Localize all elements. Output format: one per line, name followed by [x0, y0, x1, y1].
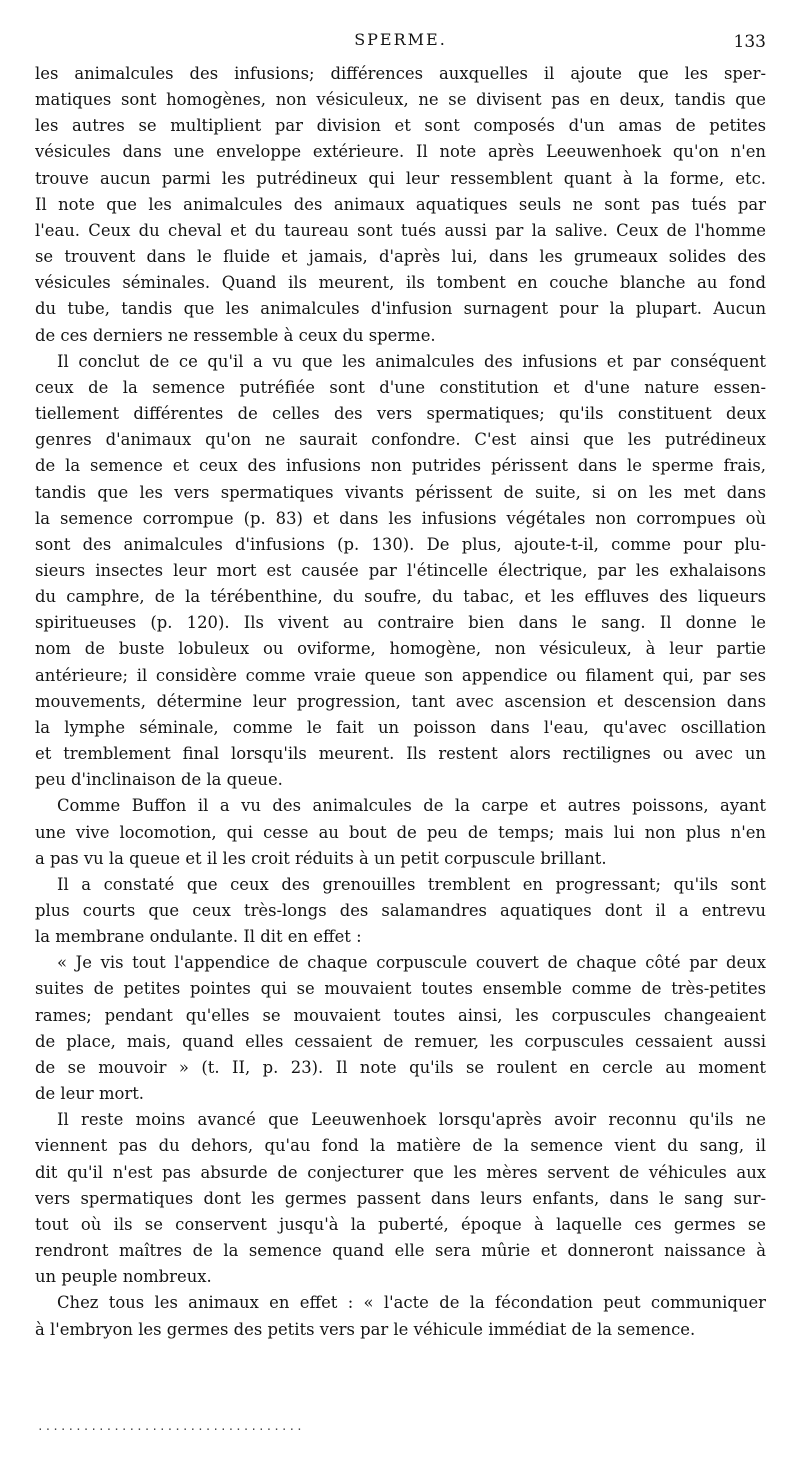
text-line: suites de petites pointes qui se mouvaient toutes ensemble comme de très-petites — [35, 979, 766, 999]
text-line: l'eau. Ceux du cheval et du taureau sont tués aussi par la salive. Ceux de l'homme — [35, 220, 766, 240]
text-line: se trouvent dans le fluide et jamais, d'après lui, dans les grumeaux solides des — [35, 247, 766, 267]
text-line: du tube, tandis que les animalcules d'infusion surnagent pour la plupart. Aucun — [35, 299, 766, 319]
text-line: sont des animalcules d'infusions (p. 130). De plus, ajoute-t-il, comme pour plu- — [35, 534, 766, 554]
text-line: matiques sont homogènes, non vésiculeux, ne se divisent pas en deux, tandis que — [35, 90, 766, 110]
text-line: les autres se multiplient par division et sont composés d'un amas de petites — [35, 116, 766, 136]
body-text — [35, 61, 766, 1343]
text-line: à l'embryon les germes des petits vers par le véhicule immédiat de la semence. — [35, 1319, 696, 1339]
text-line: vésicules séminales. Quand ils meurent, ils tombent en couche blanche au fond — [35, 273, 766, 293]
text-line: a pas vu la queue et il les croit réduits à un petit corpuscule brillant. — [35, 848, 607, 868]
text-line: plus courts que ceux très-longs des salamandres aquatiques dont il a entrevu — [35, 901, 766, 920]
text-line: Il a constaté que ceux des grenouilles tremblent en progressant; qu'ils sont — [57, 874, 766, 894]
text-line: Chez tous les animaux en effet : « l'acte de la fécondation peut communiquer — [57, 1293, 766, 1313]
paragraph — [35, 1107, 766, 1290]
text-line: la membrane ondulante. Il dit en effet : — [35, 927, 362, 947]
paragraph — [35, 872, 766, 950]
text-line: la semence corrompue (p. 83) et dans les infusions végétales non corrompues où — [35, 508, 766, 528]
text-line: Il reste moins avancé que Leeuwenhoek lorsqu'après avoir reconnu qu'ils ne — [57, 1110, 766, 1130]
paragraph — [35, 793, 766, 871]
paragraph — [35, 1290, 766, 1342]
text-line: rendront maîtres de la semence quand elle sera mûrie et donneront naissance à — [35, 1241, 766, 1261]
text-line: « Je vis tout l'appendice de chaque corpuscule couvert de chaque côté par deux — [57, 953, 766, 973]
footer-dotted-rule: ................................... — [37, 1420, 304, 1433]
page-number: 133 — [733, 32, 766, 52]
text-line: dit qu'il n'est pas absurde de conjecturer que les mères servent de véhicules aux — [35, 1162, 766, 1182]
text-line: de se mouvoir » (t. II, p. 23). Il note qu'ils se roulent en cercle au moment — [35, 1057, 766, 1077]
text-line: de ces derniers ne ressemble à ceux du sperme. — [35, 325, 436, 345]
text-line: de place, mais, quand elles cessaient de remuer, les corpuscules cessaient aussi — [35, 1031, 766, 1051]
page-header — [35, 30, 766, 54]
text-line: sieurs insectes leur mort est causée par l'étincelle électrique, par les exhalaisons — [35, 560, 766, 580]
text-line: trouve aucun parmi les putrédineux qui leur ressemblent quant à la forme, etc. — [35, 168, 766, 188]
text-line: tout où ils se conservent jusqu'à la puberté, époque à laquelle ces germes se — [35, 1214, 766, 1234]
text-line: rames; pendant qu'elles se mouvaient toutes ainsi, les corpuscules changeaient — [35, 1005, 766, 1025]
text-line: antérieure; il considère comme vraie queue son appendice ou filament qui, par ses — [35, 665, 766, 685]
paragraph — [35, 349, 766, 794]
text-line: un peuple nombreux. — [35, 1267, 212, 1287]
text-line: Il conclut de ce qu'il a vu que les animalcules des infusions et par conséquent — [57, 351, 766, 371]
text-line: genres d'animaux qu'on ne saurait confondre. C'est ainsi que les putrédineux — [35, 430, 766, 450]
text-line: de leur mort. — [35, 1084, 144, 1104]
paragraph — [35, 950, 766, 1107]
text-line: vers spermatiques dont les germes passent dans leurs enfants, dans le sang sur- — [35, 1188, 766, 1208]
text-line: mouvements, détermine leur progression, tant avec ascension et descension dans — [35, 691, 766, 711]
paragraph — [35, 61, 766, 349]
text-line: vésicules dans une enveloppe extérieure. Il note après Leeuwenhoek qu'on n'en — [35, 142, 766, 162]
text-line: une vive locomotion, qui cesse au bout de peu de temps; mais lui non plus n'en — [35, 822, 766, 842]
text-line: spiritueuses (p. 120). Ils vivent au contraire bien dans le sang. Il donne le — [35, 613, 766, 633]
text-line: Comme Buffon il a vu des animalcules de la carpe et autres poissons, ayant — [57, 796, 766, 816]
text-line: les animalcules des infusions; différences auxquelles il ajoute que les sper- — [35, 64, 766, 83]
text-line: nom de buste lobuleux ou oviforme, homogène, non vésiculeux, à leur partie — [35, 639, 766, 659]
running-title: SPERME. — [354, 30, 447, 49]
text-line: ceux de la semence putréfiée sont d'une constitution et d'une nature essen- — [35, 377, 766, 397]
text-line: peu d'inclinaison de la queue. — [35, 770, 283, 790]
text-line: la lymphe séminale, comme le fait un poisson dans l'eau, qu'avec oscillation — [35, 717, 766, 737]
text-line: tiellement différentes de celles des vers spermatiques; qu'ils constituent deux — [35, 404, 766, 424]
text-line: de la semence et ceux des infusions non putrides périssent dans le sperme frais, — [35, 456, 766, 476]
text-line: tandis que les vers spermatiques vivants périssent de suite, si on les met dans — [35, 482, 766, 502]
text-line: viennent pas du dehors, qu'au fond la matière de la semence vient du sang, il — [35, 1136, 766, 1156]
text-line: du camphre, de la térébenthine, du soufre, du tabac, et les effluves des liqueurs — [35, 587, 766, 607]
text-line: et tremblement final lorsqu'ils meurent. Ils restent alors rectilignes ou avec un — [35, 744, 766, 764]
text-line: Il note que les animalcules des animaux aquatiques seuls ne sont pas tués par — [35, 194, 766, 214]
